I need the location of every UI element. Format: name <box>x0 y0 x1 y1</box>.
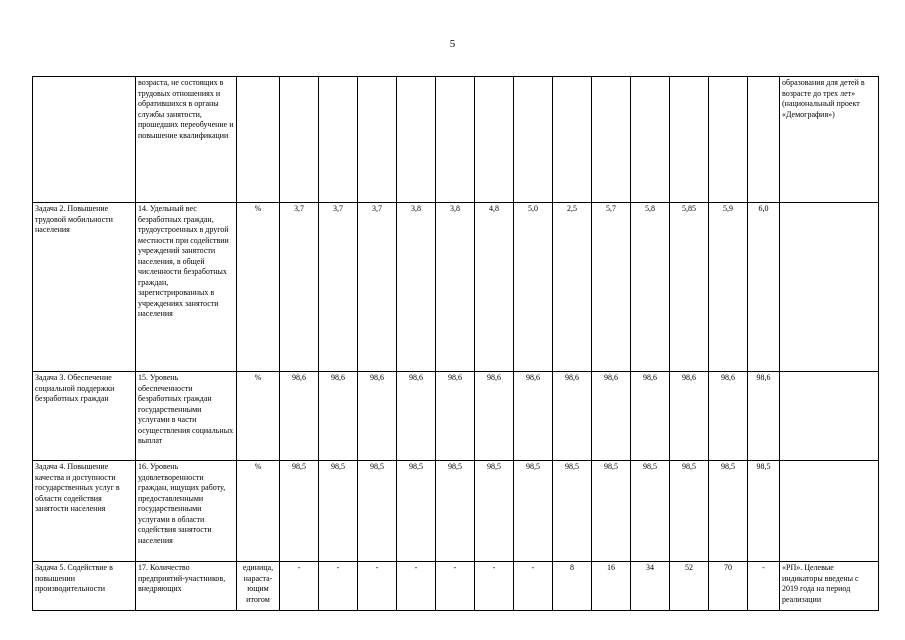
value-cell: 3,7 <box>319 203 358 372</box>
value-cell <box>631 77 670 203</box>
indicator-cell: 15. Уровень обеспеченности безработных граждан государственными услугами в части осуществления социальных выплат <box>136 372 237 461</box>
value-cell: - <box>397 562 436 611</box>
value-cell <box>475 77 514 203</box>
task-cell <box>33 77 136 203</box>
value-cell: 5,0 <box>514 203 553 372</box>
value-cell: 5,9 <box>709 203 748 372</box>
value-cell: 3,7 <box>358 203 397 372</box>
value-cell: 98,5 <box>592 461 631 562</box>
unit-cell: % <box>237 203 280 372</box>
unit-cell: % <box>237 461 280 562</box>
table-row <box>33 562 879 611</box>
value-cell: 8 <box>553 562 592 611</box>
indicator-cell: 17. Количество предприятий-участников, внедряющих <box>136 562 237 611</box>
value-cell: 70 <box>709 562 748 611</box>
value-cell: 52 <box>670 562 709 611</box>
table-row <box>33 461 879 562</box>
task-cell: Задача 2. Повышение трудовой мобильности населения <box>33 203 136 372</box>
value-cell <box>670 77 709 203</box>
value-cell: 98,5 <box>436 461 475 562</box>
table-body <box>33 77 879 611</box>
value-cell: 98,5 <box>514 461 553 562</box>
indicators-table <box>32 76 879 611</box>
value-cell: 98,5 <box>631 461 670 562</box>
value-cell <box>709 77 748 203</box>
value-cell: 98,5 <box>397 461 436 562</box>
value-cell: 34 <box>631 562 670 611</box>
value-cell: 3,8 <box>436 203 475 372</box>
value-cell: 98,6 <box>280 372 319 461</box>
value-cell <box>397 77 436 203</box>
value-cell <box>358 77 397 203</box>
value-cell: 98,5 <box>748 461 780 562</box>
value-cell: 98,5 <box>280 461 319 562</box>
value-cell: - <box>280 562 319 611</box>
value-cell: 98,5 <box>319 461 358 562</box>
value-cell: 98,5 <box>358 461 397 562</box>
value-cell: 98,5 <box>670 461 709 562</box>
value-cell <box>280 77 319 203</box>
value-cell: 98,5 <box>475 461 514 562</box>
value-cell: 98,6 <box>631 372 670 461</box>
value-cell <box>436 77 475 203</box>
value-cell: 6,0 <box>748 203 780 372</box>
value-cell: 98,6 <box>436 372 475 461</box>
value-cell: 3,8 <box>397 203 436 372</box>
value-cell: 98,6 <box>397 372 436 461</box>
value-cell: 98,6 <box>475 372 514 461</box>
table-row <box>33 77 879 203</box>
table-row <box>33 372 879 461</box>
value-cell: 5,85 <box>670 203 709 372</box>
note-cell <box>780 461 879 562</box>
unit-cell <box>237 77 280 203</box>
value-cell: 16 <box>592 562 631 611</box>
value-cell: 98,6 <box>748 372 780 461</box>
indicator-cell: 16. Уровень удовлетворенности граждан, ищущих работу, предоставленными государственными услугами в области содействия занятости населения <box>136 461 237 562</box>
indicator-cell: возраста, не состоящих в трудовых отношениях и обратившихся в органы службы занятости, прошедших переобучение и повышение квалификации <box>136 77 237 203</box>
value-cell: 5,7 <box>592 203 631 372</box>
value-cell: 3,7 <box>280 203 319 372</box>
value-cell <box>748 77 780 203</box>
note-cell <box>780 372 879 461</box>
value-cell: 98,6 <box>670 372 709 461</box>
value-cell <box>592 77 631 203</box>
value-cell: - <box>748 562 780 611</box>
page-number: 5 <box>449 38 456 50</box>
value-cell: 4,8 <box>475 203 514 372</box>
note-cell <box>780 203 879 372</box>
task-cell: Задача 5. Содействие в повышении производительности <box>33 562 136 611</box>
unit-cell: % <box>237 372 280 461</box>
note-cell: образования для детей в возрасте до трех лет» (национальный проект «Демография») <box>780 77 879 203</box>
value-cell: 98,6 <box>709 372 748 461</box>
value-cell: 2,5 <box>553 203 592 372</box>
indicator-cell: 14. Удельный вес безработных граждан, трудоустроенных в другой местности при содействии учреждений занятости населения, в общей численности безработных граждан, зарегистрированных в учреждениях занятости населения <box>136 203 237 372</box>
value-cell: 98,6 <box>319 372 358 461</box>
value-cell <box>319 77 358 203</box>
unit-cell: единица, нараста-ющим итогом <box>237 562 280 611</box>
value-cell: 98,5 <box>709 461 748 562</box>
note-cell: «РП». Целевые индикаторы введены с 2019 года на период реализации <box>780 562 879 611</box>
value-cell <box>553 77 592 203</box>
table-row <box>33 203 879 372</box>
value-cell: 98,6 <box>553 372 592 461</box>
value-cell: - <box>514 562 553 611</box>
task-cell: Задача 3. Обеспечение социальной поддержки безработных граждан <box>33 372 136 461</box>
task-cell: Задача 4. Повышение качества и доступности государственных услуг в области содействия занятости населения <box>33 461 136 562</box>
value-cell: - <box>475 562 514 611</box>
value-cell: 98,6 <box>514 372 553 461</box>
value-cell: 98,6 <box>358 372 397 461</box>
value-cell: - <box>319 562 358 611</box>
value-cell: 98,6 <box>592 372 631 461</box>
value-cell: 98,5 <box>553 461 592 562</box>
value-cell: 5,8 <box>631 203 670 372</box>
value-cell <box>514 77 553 203</box>
value-cell: - <box>436 562 475 611</box>
value-cell: - <box>358 562 397 611</box>
